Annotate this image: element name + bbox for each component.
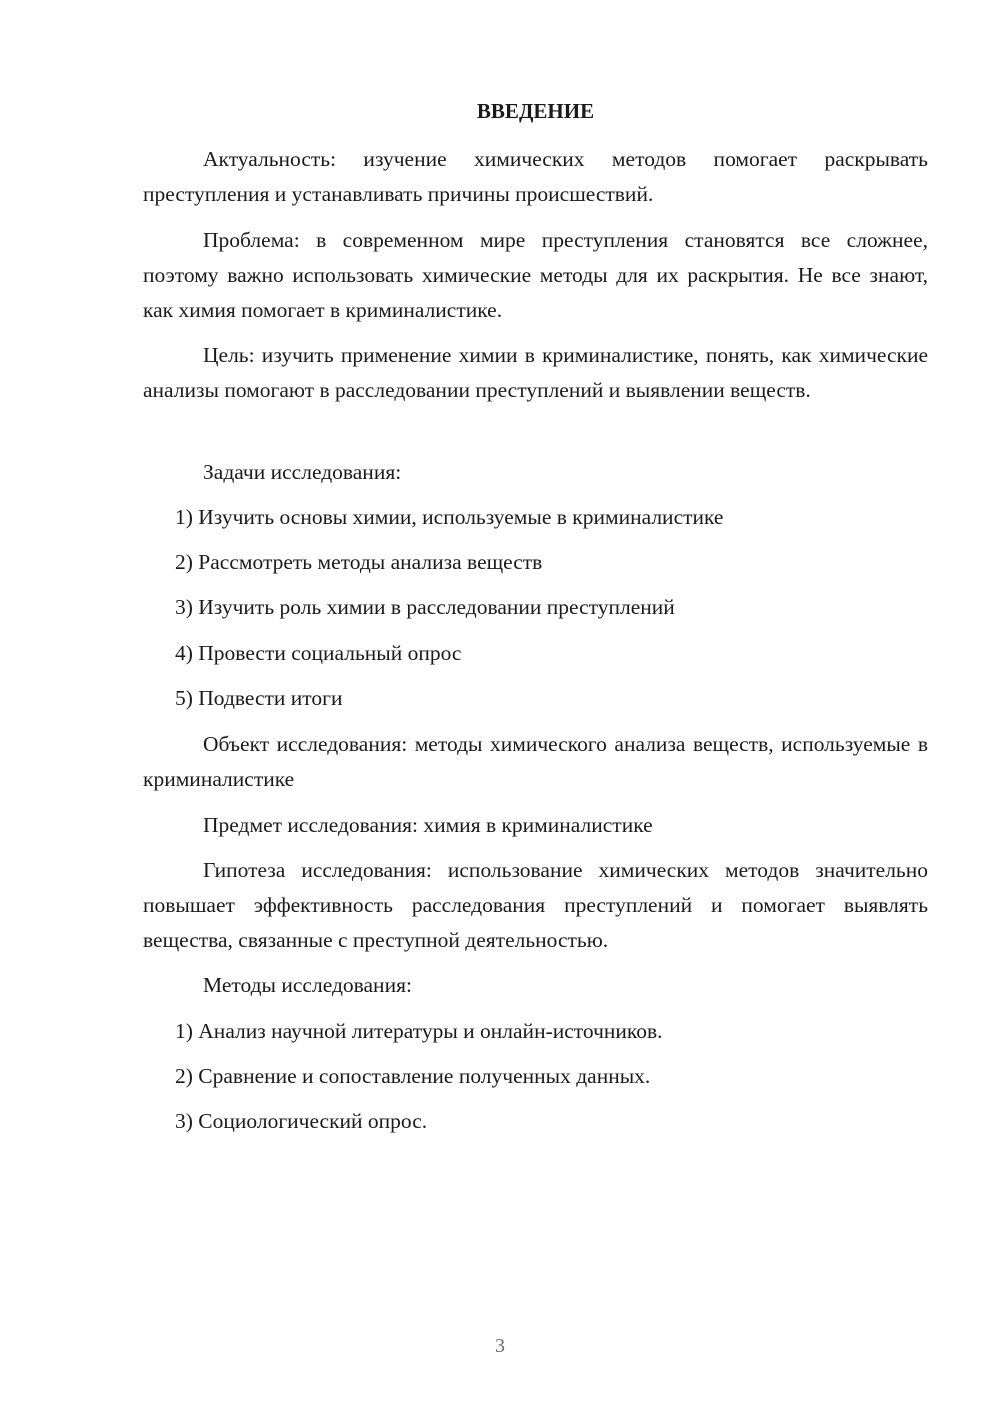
subject-paragraph: Предмет исследования: химия в криминалистике [203,813,653,837]
task-item-3: 3) Изучить роль химии в расследовании преступлений [175,595,675,619]
method-item-1: 1) Анализ научной литературы и онлайн-источников. [175,1019,663,1043]
section-heading: ВВЕДЕНИЕ [476,99,595,123]
page-number: 3 [495,1335,505,1357]
tasks-title: Задачи исследования: [203,460,402,484]
methods-title: Методы исследования: [203,973,412,997]
task-item-4: 4) Провести социальный опрос [175,641,462,665]
goal-paragraph: Цель: изучить применение химии в криминалистике, понять, как химические анализы помогают в расследовании преступлений и выявлении веществ. [143,343,928,402]
task-item-5: 5) Подвести итоги [175,686,343,710]
task-item-1: 1) Изучить основы химии, используемые в криминалистике [175,505,724,529]
task-item-2: 2) Рассмотреть методы анализа веществ [175,550,543,574]
hypothesis-paragraph: Гипотеза исследования: использование химических методов значительно повышает эффективность расследования преступлений и помогает выявлять вещества, связанные с преступной деятельностью. [143,858,928,952]
method-item-3: 3) Социологический опрос. [175,1109,428,1133]
object-paragraph: Объект исследования: методы химического анализа веществ, используемые в криминалистике [143,732,928,791]
method-item-2: 2) Сравнение и сопоставление полученных данных. [175,1064,651,1088]
problem-paragraph: Проблема: в современном мире преступления становятся все сложнее, поэтому важно использовать химические методы для их раскрытия. Не все знают, как химия помогает в криминалистике. [143,228,928,322]
relevance-paragraph: Актуальность: изучение химических методов помогает раскрывать преступления и устанавливать причины происшествий. [143,147,928,206]
